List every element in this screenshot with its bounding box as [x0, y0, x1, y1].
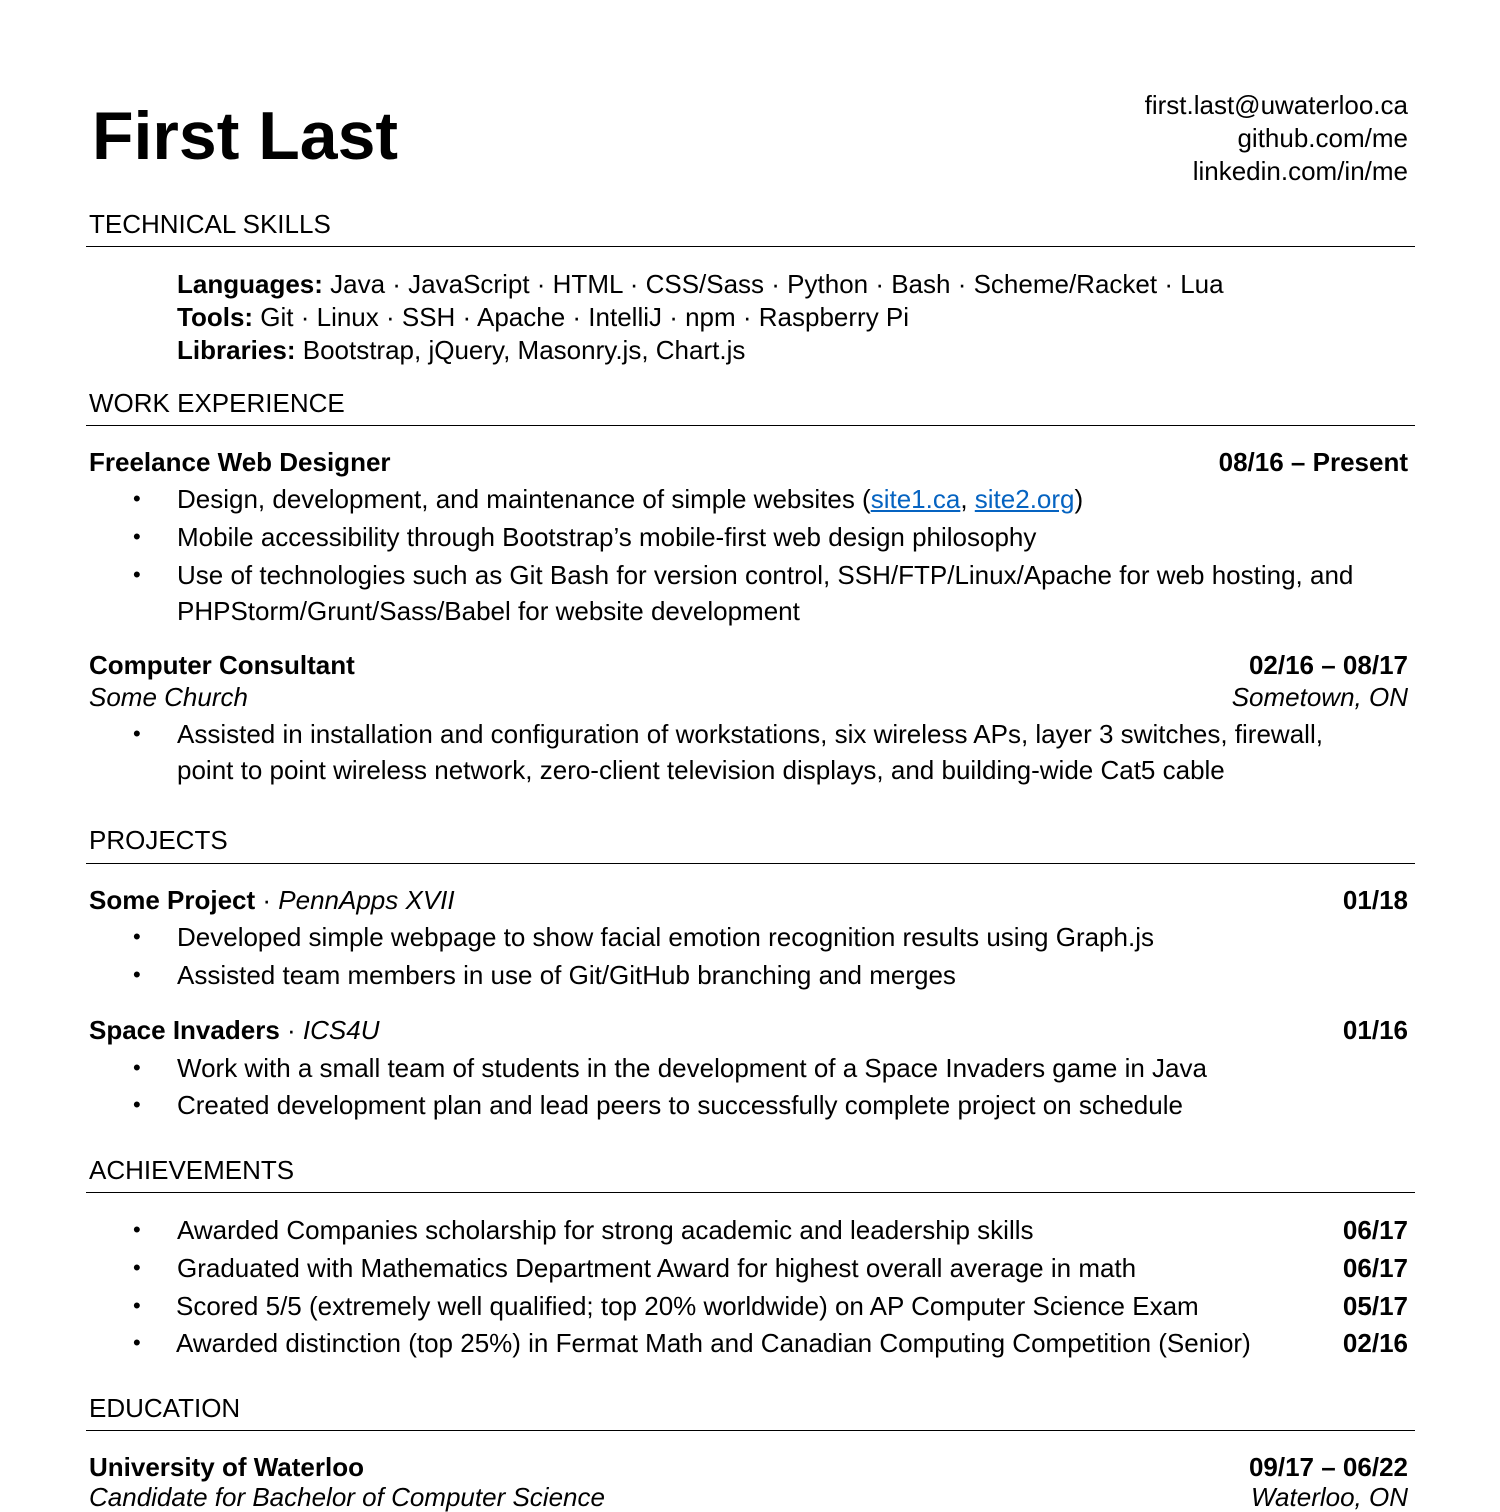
project-event: ICS4U [302, 1015, 380, 1045]
skills-tools [177, 302, 909, 332]
education-location: Waterloo, ON [1250, 1482, 1408, 1512]
project-bullet: Created development plan and lead peers to successfully complete project on schedule [177, 1090, 1183, 1120]
bullet-icon: • [133, 1293, 141, 1318]
achievement-text: Graduated with Mathematics Department Award for highest overall average in math [177, 1253, 1137, 1283]
project-title: Some Project · PennApps XVII [89, 885, 455, 915]
bullet-icon: • [133, 1092, 141, 1117]
bullet-icon: • [133, 924, 141, 949]
divider [86, 863, 1415, 864]
skills-languages [177, 269, 1224, 299]
school-name: University of Waterloo [89, 1452, 364, 1482]
job-dates: 02/16 – 08/17 [1248, 650, 1408, 680]
project-bullet: Developed simple webpage to show facial emotion recognition results using Graph.js [177, 922, 1154, 952]
linkedin-link[interactable]: linkedin.com/in/me [1192, 156, 1408, 186]
achievement-date: 05/17 [1342, 1291, 1408, 1321]
section-heading-projects: PROJECTS [89, 825, 228, 855]
section-heading-skills: TECHNICAL SKILLS [89, 209, 331, 239]
job-location: Sometown, ON [1231, 682, 1408, 712]
achievement-text: Awarded distinction (top 25%) in Fermat Math and Canadian Computing Competition (Senior) [176, 1328, 1251, 1358]
github-link[interactable]: github.com/me [1237, 123, 1408, 153]
bullet-icon: • [133, 524, 141, 549]
value: Bootstrap, jQuery, Masonry.js, Chart.js [295, 335, 746, 365]
achievement-date: 06/17 [1342, 1253, 1408, 1283]
job-bullet: Mobile accessibility through Bootstrap’s mobile-first web design philosophy [177, 522, 1037, 552]
bullet-icon: • [133, 721, 141, 746]
value: Git · Linux · SSH · Apache · IntelliJ · npm · Raspberry Pi [253, 302, 910, 332]
name: First Last [92, 98, 399, 174]
value: Java · JavaScript · HTML · CSS/Sass · Python · Bash · Scheme/Racket · Lua [322, 269, 1224, 299]
text: ) [1074, 484, 1084, 514]
job-bullet: Assisted in installation and configuration of workstations, six wireless APs, layer 3 switches, firewall, [177, 719, 1323, 749]
text: Design, development, and maintenance of simple websites ( [177, 484, 871, 514]
bullet-icon: • [133, 1055, 141, 1080]
project-date: 01/18 [1342, 885, 1408, 915]
achievement-date: 06/17 [1342, 1215, 1408, 1245]
achievement-date: 02/16 [1342, 1328, 1408, 1358]
project-name: Space Invaders [89, 1015, 280, 1045]
label: Tools: [177, 302, 254, 332]
section-heading-work: WORK EXPERIENCE [89, 388, 345, 418]
site2-link[interactable]: site2.org [974, 484, 1075, 514]
job-bullet-cont: PHPStorm/Grunt/Sass/Babel for website development [177, 596, 800, 626]
skills-libraries [177, 335, 745, 365]
job-title: Computer Consultant [89, 650, 355, 680]
achievement-text: Awarded Companies scholarship for strong academic and leadership skills [177, 1215, 1034, 1245]
divider [86, 1430, 1415, 1431]
bullet-icon: • [133, 562, 141, 587]
divider [86, 1192, 1415, 1193]
section-heading-achievements: ACHIEVEMENTS [89, 1155, 295, 1185]
section-heading-education: EDUCATION [89, 1393, 241, 1423]
project-bullet: Assisted team members in use of Git/GitHub branching and merges [177, 960, 956, 990]
email-link[interactable]: first.last@uwaterloo.ca [1144, 90, 1408, 120]
bullet-icon: • [133, 1217, 141, 1242]
job-title: Freelance Web Designer [89, 447, 391, 477]
education-dates: 09/17 – 06/22 [1248, 1452, 1408, 1482]
job-org: Some Church [89, 682, 248, 712]
site1-link[interactable]: site1.ca [870, 484, 961, 514]
degree: Candidate for Bachelor of Computer Science [89, 1482, 605, 1512]
project-date: 01/16 [1342, 1015, 1408, 1045]
label: Languages: [177, 269, 323, 299]
job-bullet: Use of technologies such as Git Bash for version control, SSH/FTP/Linux/Apache for web hosting, and [177, 560, 1354, 590]
bullet-icon: • [133, 962, 141, 987]
achievement-text: Scored 5/5 (extremely well qualified; top 20% worldwide) on AP Computer Science Exam [176, 1291, 1199, 1321]
bullet-icon: • [133, 1255, 141, 1280]
project-event: PennApps XVII [278, 885, 455, 915]
project-bullet: Work with a small team of students in the development of a Space Invaders game in Java [177, 1053, 1207, 1083]
divider [86, 246, 1415, 247]
project-name: Some Project [89, 885, 256, 915]
bullet-icon: • [133, 486, 141, 511]
job-dates: 08/16 – Present [1218, 447, 1408, 477]
text: , [960, 484, 975, 514]
job-bullet [177, 484, 1083, 514]
label: Libraries: [177, 335, 296, 365]
job-bullet-cont: point to point wireless network, zero-client television displays, and building-wide Cat5 cable [177, 755, 1225, 785]
bullet-icon: • [133, 1330, 141, 1355]
project-title: Space Invaders · ICS4U [89, 1015, 380, 1045]
divider [86, 425, 1415, 426]
